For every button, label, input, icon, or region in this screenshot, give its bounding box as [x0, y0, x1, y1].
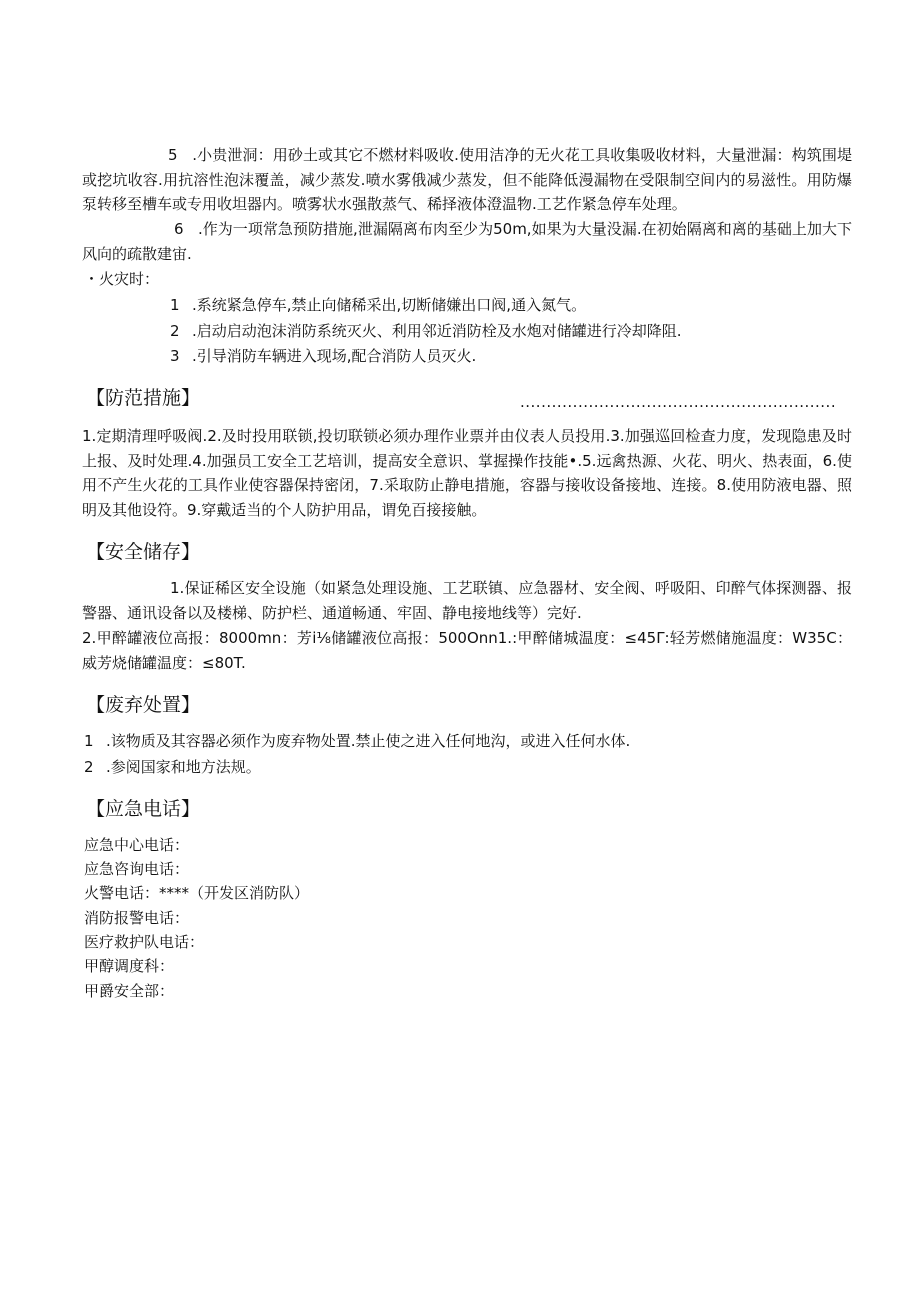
disposal-heading: 【废弃处置】	[86, 694, 201, 716]
fire-item-2	[170, 320, 682, 342]
disposal-item-1	[84, 730, 630, 752]
disposal-item-1-text: .该物质及其容器必须作为废弃物处置.禁止使之进入任何地沟，或进入任何水体.	[106, 732, 631, 750]
disposal-item-2-text: .参阅国家和地方法规。	[106, 758, 261, 776]
spill-item-6-number: 6	[174, 220, 184, 238]
prevention-heading: 【防范措施】	[86, 387, 201, 409]
spill-item-6-text: .作为一项常急预防措施,泄漏隔离布肉至少为50m,如果为大量没漏.在初始隔离和离的基础上加大下风向的疏散建宙.	[82, 220, 852, 263]
fire-item-2-number: 2	[170, 322, 180, 340]
phone-line-emergency-consult: 应急咨询电话：	[84, 860, 190, 878]
storage-item-2: 2.甲醉罐液位高报：8000mn：芳i⅛储罐液位高报：500Onn1.:甲醉储城温度：≤45Γ:轻芳燃储施温度：W35C：威芳烧储罐温度：≤80T.	[82, 629, 852, 672]
spill-item-6	[82, 217, 852, 266]
fire-item-3-number: 3	[170, 347, 180, 365]
spill-item-5-text: .小贵泄洞：用砂土或其它不燃材料吸收.使用洁净的无火花工具收集吸收材料，大量泄漏：构筑围堤或挖坑收容.用抗溶性泡沫覆盖，减少蒸发.喷水雾俄减少蒸发，但不能降低漫漏物在受限制空间内的易滋性。用防爆泵转移至槽车或专用收坦器内。喷雾状水强散蒸气、稀择液体澄温物.工艺作紧急停车处理。	[82, 146, 852, 214]
storage-item-1: 1.保证稀区安全设施（如紧急处理设施、工艺联镇、应急器材、安全阀、呼吸阳、印醉气体探测器、报警器、通讯设备以及楼梯、防护栏、通道畅通、牢固、静电接地线等）完好.	[82, 579, 852, 622]
phone-line-methanol-dispatch: 甲醇调度科：	[84, 957, 175, 975]
fire-item-1-text: .系统紧急停车,禁止向储稀采出,切断储嫌出口阀,通入氮气。	[192, 296, 587, 314]
disposal-item-2	[84, 756, 261, 778]
phone-line-fire-report: 消防报警电话：	[84, 909, 190, 927]
fire-item-2-text: .启动启动泡沫消防系统灭火、利用邻近消防栓及水炮对储罐进行冷却降阻.	[192, 322, 682, 340]
fire-label: ・火灾时：	[84, 270, 160, 288]
disposal-item-2-number: 2	[84, 758, 94, 776]
fire-item-1-number: 1	[170, 296, 180, 314]
prevention-text: 1.定期清理呼吸阀.2.及时投用联锁,投切联锁必须办理作业票并由仪表人员投用.3.加强巡回检查力度，发现隐患及时上报、及时处理.4.加强员工安全工艺培训，提高安全意识、掌握操作技能•.5.远禽热源、火花、明火、热表面，6.使用不产生火花的工具作业使容器保持密闭，7.采取防止静电措施，容器与接收设备接地、连接。8.使用防液电器、照明及其他设符。9.穿戴适当的个人防护用品，谓免百接接触。	[82, 427, 852, 520]
phone-heading: 【应急电话】	[86, 798, 201, 820]
phone-line-fire-alarm: 火警电话：****（开发区消防队）	[84, 884, 310, 902]
prevention-dot-leader: ............................................................	[520, 393, 837, 411]
spill-item-5-number: 5	[168, 146, 178, 164]
fire-item-1	[170, 294, 586, 316]
phone-line-emergency-center: 应急中心电话：	[84, 836, 190, 854]
fire-item-3-text: .引导消防车辆进入现场,配合消防人员灭火.	[192, 347, 477, 365]
storage-heading: 【安全储存】	[86, 541, 201, 563]
spill-item-5	[82, 143, 852, 217]
phone-line-methanol-safety: 甲爵安全部：	[84, 982, 175, 1000]
fire-item-3	[170, 345, 476, 367]
phone-line-medical: 医疗救护队电话：	[84, 933, 205, 951]
disposal-item-1-number: 1	[84, 732, 94, 750]
